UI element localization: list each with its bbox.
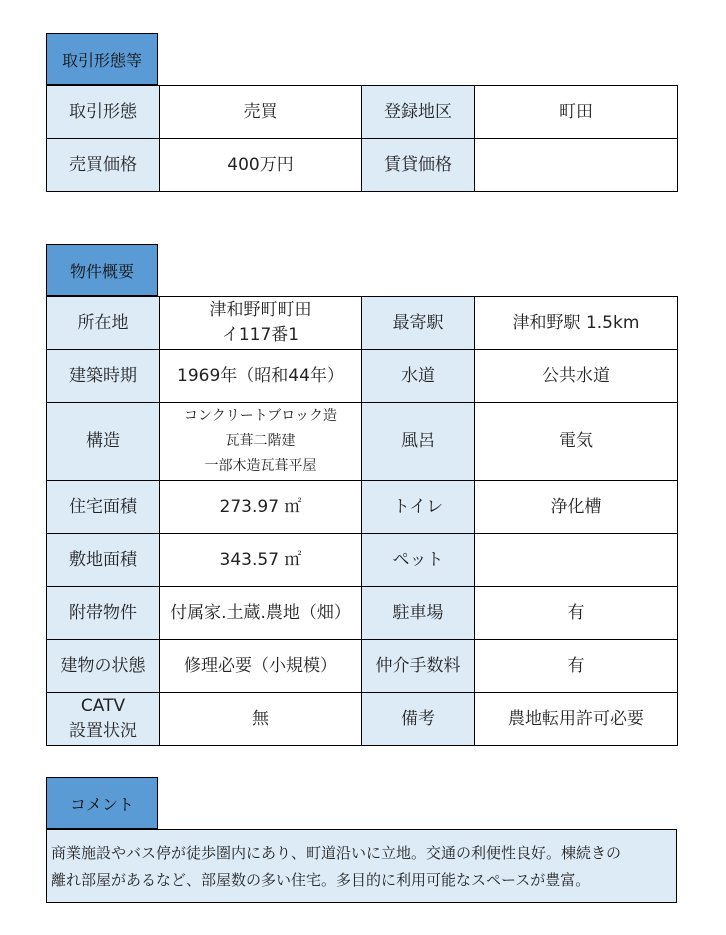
value-torihiki-keitai: 売買 bbox=[160, 86, 362, 139]
address-line-2: イ117番1 bbox=[221, 325, 300, 345]
torihiki-table bbox=[46, 85, 678, 192]
label-kouzou: 構造 bbox=[47, 403, 160, 481]
address-line-1: 津和野町町田 bbox=[209, 300, 312, 320]
label-chintai-kakaku: 賃貸価格 bbox=[362, 139, 475, 192]
label-chushajo: 駐車場 bbox=[362, 587, 475, 640]
value-moyori-eki: 津和野駅 1.5km bbox=[475, 297, 678, 350]
label-biko: 備考 bbox=[362, 693, 475, 746]
section-header-bukken: 物件概要 bbox=[46, 244, 158, 296]
value-furo: 電気 bbox=[475, 403, 678, 481]
label-tatemono-jotai: 建物の状態 bbox=[47, 640, 160, 693]
label-toire: トイレ bbox=[362, 481, 475, 534]
table-row bbox=[47, 693, 678, 746]
value-chintai-kakaku bbox=[475, 139, 678, 192]
label-chukai-tesuryo: 仲介手数料 bbox=[362, 640, 475, 693]
value-shikichi-menseki: 343.57 ㎡ bbox=[160, 534, 362, 587]
structure-line-3: 一部木造瓦葺平屋 bbox=[204, 458, 317, 474]
value-kenchiku-jiki: 1969年（昭和44年） bbox=[160, 350, 362, 403]
label-suido: 水道 bbox=[362, 350, 475, 403]
value-touroku-chiku: 町田 bbox=[475, 86, 678, 139]
label-moyori-eki: 最寄駅 bbox=[362, 297, 475, 350]
label-torihiki-keitai: 取引形態 bbox=[47, 86, 160, 139]
value-chukai-tesuryo: 有 bbox=[475, 640, 678, 693]
label-shozaichi: 所在地 bbox=[47, 297, 160, 350]
label-touroku-chiku: 登録地区 bbox=[362, 86, 475, 139]
table-row bbox=[47, 86, 678, 139]
structure-line-1: コンクリートブロック造 bbox=[183, 408, 338, 424]
label-jutaku-menseki: 住宅面積 bbox=[47, 481, 160, 534]
value-baibai-kakaku: 400万円 bbox=[160, 139, 362, 192]
label-petto: ペット bbox=[362, 534, 475, 587]
value-jutaku-menseki: 273.97 ㎡ bbox=[160, 481, 362, 534]
value-kouzou bbox=[160, 403, 362, 481]
table-row bbox=[47, 481, 678, 534]
value-chushajo: 有 bbox=[475, 587, 678, 640]
comment-box bbox=[46, 829, 677, 903]
value-biko: 農地転用許可必要 bbox=[475, 693, 678, 746]
value-futai-bukken: 付属家.土蔵.農地（畑） bbox=[160, 587, 362, 640]
table-row bbox=[47, 640, 678, 693]
value-catv: 無 bbox=[160, 693, 362, 746]
value-toire: 浄化槽 bbox=[475, 481, 678, 534]
label-baibai-kakaku: 売買価格 bbox=[47, 139, 160, 192]
catv-line-2: 設置状況 bbox=[69, 721, 137, 741]
label-kenchiku-jiki: 建築時期 bbox=[47, 350, 160, 403]
catv-line-1: CATV bbox=[80, 696, 126, 716]
value-suido: 公共水道 bbox=[475, 350, 678, 403]
structure-line-2: 瓦葺二階建 bbox=[225, 433, 296, 449]
table-row bbox=[47, 297, 678, 350]
value-shozaichi bbox=[160, 297, 362, 350]
label-shikichi-menseki: 敷地面積 bbox=[47, 534, 160, 587]
table-row bbox=[47, 403, 678, 481]
section-header-torihiki: 取引形態等 bbox=[46, 33, 158, 85]
section-header-comment: コメント bbox=[46, 777, 158, 829]
comment-line-2: 離れ部屋があるなど、部屋数の多い住宅。多目的に利用可能なスペースが豊富。 bbox=[51, 871, 591, 889]
table-row bbox=[47, 139, 678, 192]
bukken-table bbox=[46, 296, 678, 746]
value-petto bbox=[475, 534, 678, 587]
table-row bbox=[47, 350, 678, 403]
comment-line-1: 商業施設やバス停が徒歩圏内にあり、町道沿いに立地。交通の利便性良好。棟続きの bbox=[51, 844, 622, 862]
value-tatemono-jotai: 修理必要（小規模） bbox=[160, 640, 362, 693]
label-futai-bukken: 附帯物件 bbox=[47, 587, 160, 640]
label-furo: 風呂 bbox=[362, 403, 475, 481]
table-row bbox=[47, 587, 678, 640]
label-catv bbox=[47, 693, 160, 746]
table-row bbox=[47, 534, 678, 587]
